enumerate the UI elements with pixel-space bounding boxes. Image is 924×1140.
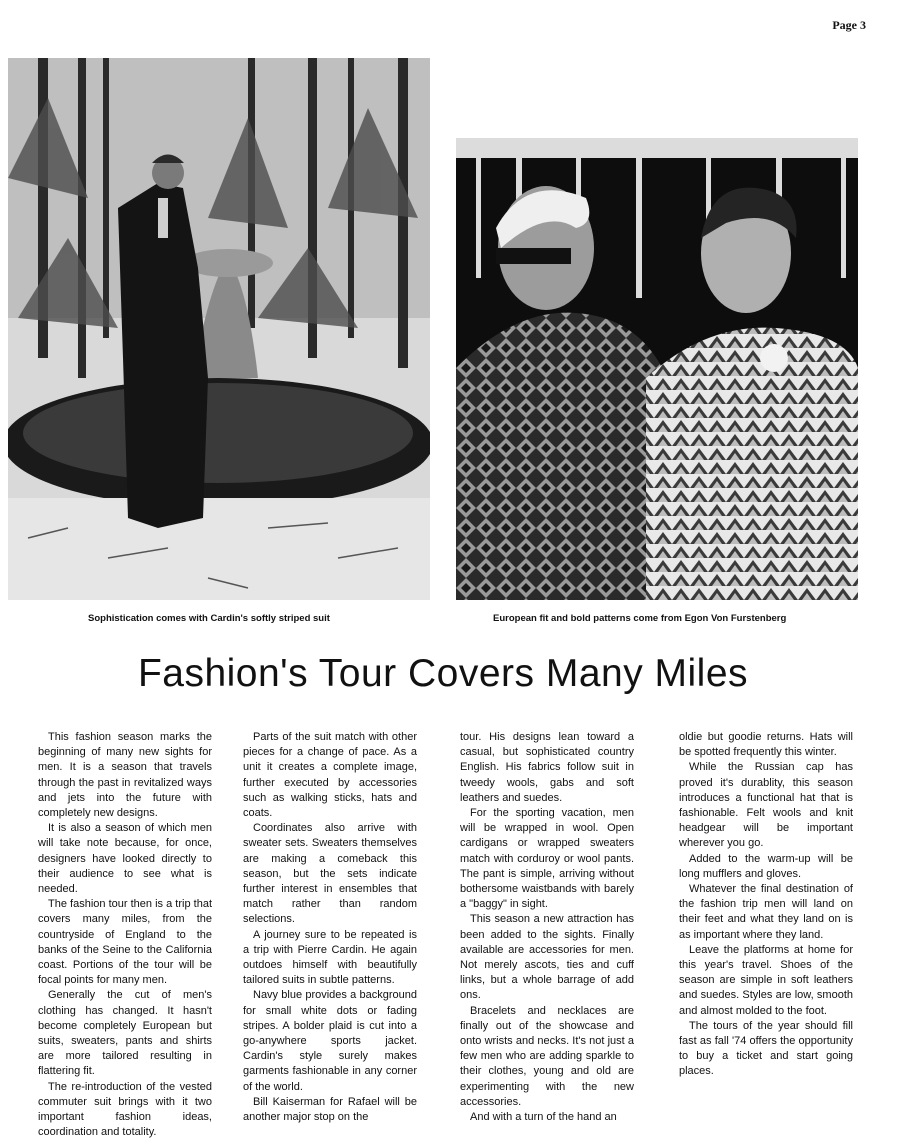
photo-man-at-fountain-image (8, 58, 430, 600)
paragraph: This fashion season marks the beginning of many new sights for men. It is a season that travels through the past in revitalized ways and jets into the future with completely new designs. (38, 731, 212, 820)
paragraph: This season a new attraction has been added to the sights. Finally available are accessories for men. Not merely ascots, ties and cuff links, but a whole barrage of add ons. (460, 913, 634, 1002)
paragraph: And with a turn of the hand an (470, 1111, 617, 1124)
paragraph: Bill Kaiserman for Rafael will be another major stop on the (243, 1095, 417, 1124)
photo-two-men-sweaters-image (456, 138, 858, 600)
photo-man-at-fountain (8, 58, 430, 600)
paragraph: For the sporting vacation, men will be wrapped in wool. Open cardigans or wrapped sweaters match with corduroy or wool pants. The pant is simple, arriving without bothersome waistbands with barely a "baggy" in sight. (460, 807, 634, 911)
paragraph: oldie but goodie returns. Hats will be spotted frequently this winter. (679, 731, 853, 759)
article-column-1 (38, 730, 212, 1140)
paragraph: The tours of the year should fill fast as fall '74 offers the opportunity to buy a ticket and start going places. (679, 1019, 853, 1078)
paragraph: The fashion tour then is a trip that covers many miles, from the countryside of England to the banks of the Seine to the California coast. Portions of the tour will be focal points for many men. (38, 898, 212, 987)
article-headline: Fashion's Tour Covers Many Miles (137, 652, 749, 695)
photo-caption-right: European fit and bold patterns come from Egon Von Furstenberg (493, 613, 787, 624)
article-column-2 (243, 730, 417, 1125)
paragraph: Bracelets and necklaces are finally out of the showcase and onto wrists and necks. It's not just a few men who are adding sparkle to their clothes, young and old are experimenting with the new accessories. (460, 1004, 634, 1108)
photo-caption-left: Sophistication comes with Cardin's softly striped suit (88, 613, 330, 624)
paragraph: Added to the warm-up will be long mufflers and gloves. (679, 852, 853, 880)
paragraph: Whatever the final destination of the fashion trip men will land on their feet and what they land on is as important where they land. (679, 883, 853, 941)
paragraph: Leave the platforms at home for this year's travel. Shoes of the season are simple in soft leathers and suedes. Styles are low, smooth and almost molded to the foot. (679, 943, 853, 1017)
page-number: Page 3 (832, 18, 866, 32)
photo-two-men-sweaters (456, 138, 858, 600)
paragraph: Coordinates also arrive with sweater sets. Sweaters themselves are making a comeback this season, but the sets indicate further interest in ensembles that match rather than random selections. (243, 822, 417, 926)
paragraph: tour. His designs lean toward a casual, but sophisticated country English. His fabrics follow suit in tweedy wools, gabs and soft leathers and suedes. (460, 731, 634, 804)
article-column-3 (460, 730, 634, 1125)
paragraph: It is also a season of which men will take note because, for once, designers have looked directly to their audience to see what is needed. (38, 822, 212, 896)
paragraph: Generally the cut of men's clothing has changed. It hasn't become completely European but suits, sweaters, pants and shirts are more tailored resulting in flattering fit. (38, 989, 212, 1078)
paragraph: The re-introduction of the vested commuter suit brings with it two important fashion ideas, coordination and totality. (38, 1080, 212, 1139)
article-column-4 (679, 730, 853, 1080)
paragraph: Parts of the suit match with other pieces for a change of pace. As a unit it creates a complete image, further executed by accessories such as walking sticks, hats and coats. (243, 731, 417, 820)
paragraph: While the Russian cap has proved it's durablity, this season introduces a functional hat that is fashionable. Felt wools and knit headgear will be important wherever you go. (679, 761, 853, 850)
paragraph: Navy blue provides a background for small white dots or fading stripes. A bolder plaid is cut into a go-anywhere sports jacket. Cardin's style surely makes garments fashionable in any corner of the world. (243, 989, 417, 1093)
paragraph: A journey sure to be repeated is a trip with Pierre Cardin. He again outdoes himself with beautifully tailored suits in subtle patterns. (243, 928, 417, 987)
